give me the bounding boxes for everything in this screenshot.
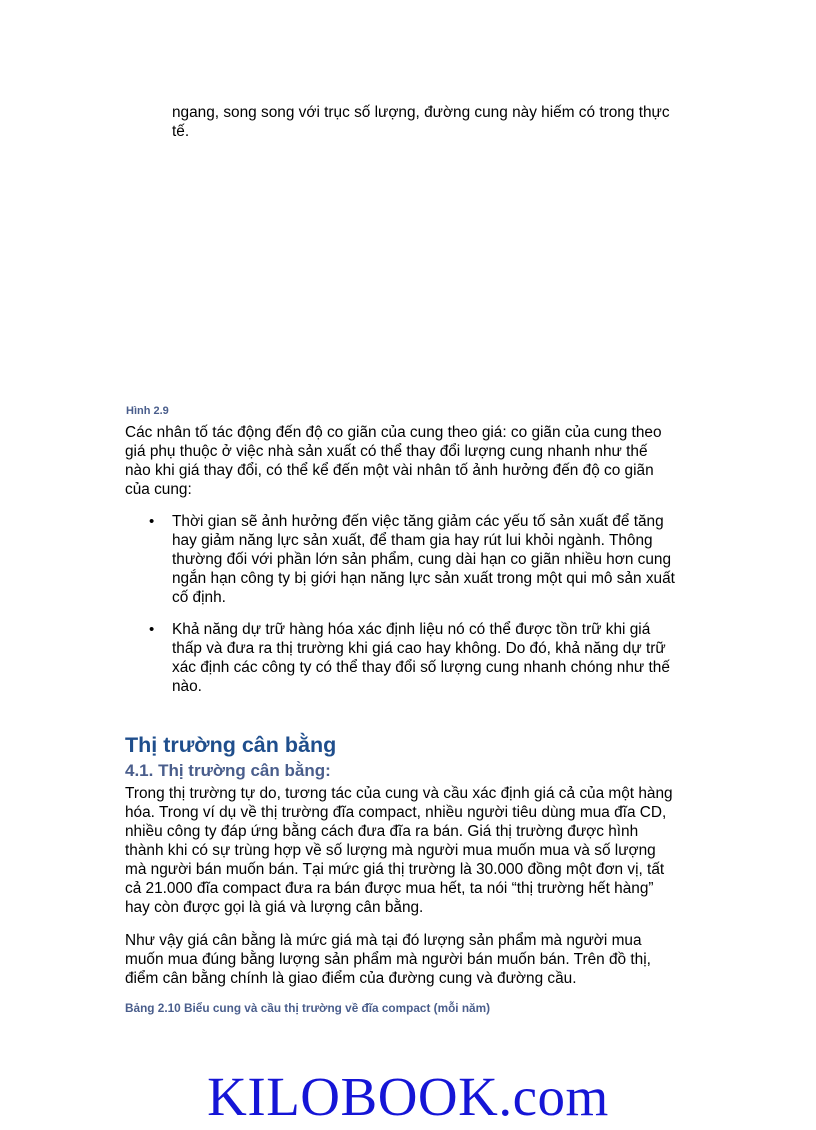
bullet-text: Khả năng dự trữ hàng hóa xác định liệu nó có thể được tồn trữ khi giá thấp và đưa ra thị trường khi giá cao hay không. Do đó, khả năng dự trữ xác định các công ty có thể thay đổi số lượng cung nhanh chóng như thế nào. [172,621,670,695]
bullet-item-storage [125,620,715,696]
bullet-marker: • [149,513,155,530]
bullet-marker: • [149,621,155,638]
bullet-text: Thời gian sẽ ảnh hưởng đến việc tăng giảm các yếu tố sản xuất để tăng hay giảm năng lực sản xuất, để tham gia hay rút lui khỏi ngành. Thông thường đối với phần lớn sản phẩm, cung dài hạn co giãn nhiều hơn cung ngắn hạn công ty bị giới hạn năng lực sản xuất trong một qui mô sản xuất cố định. [172,513,675,606]
table-caption: Bảng 2.10 Biểu cung và cầu thị trường về đĩa compact (mỗi năm) [125,1001,491,1015]
market-paragraph: Trong thị trường tự do, tương tác của cung và cầu xác định giá cả của một hàng hóa. Trong ví dụ về thị trường đĩa compact, nhiều người tiêu dùng mua đĩa CD, nhiều công ty đáp ứng bằng cách đưa đĩa ra bán. Giá thị trường được hình thành khi có sự trùng hợp về số lượng mà người mua muốn mua và số lượng mà người bán muốn bán. Tại mức giá thị trường là 30.000 đồng một đơn vị, tất cả 21.000 đĩa compact đưa ra bán được mua hết, ta nói “thị trường hết hàng” hay còn được gọi là giá và lượng cân bằng. [125,785,673,916]
bullet-item-time [125,512,715,607]
equilibrium-paragraph: Như vậy giá cân bằng là mức giá mà tại đó lượng sản phẩm mà người mua muốn mua đúng bằng lượng sản phẩm mà người bán muốn bán. Trên đồ thị, điểm cân bằng chính là giao điểm của đường cung và đường cầu. [125,932,651,987]
factor-bullet-list [125,512,715,709]
continuation-paragraph: ngang, song song với trục số lượng, đường cung này hiếm có trong thực tế. [172,104,670,140]
intro-paragraph: Các nhân tố tác động đến độ co giãn của cung theo giá: co giãn của cung theo giá phụ thuộc ở việc nhà sản xuất có thể thay đổi lượng cung nhanh như thế nào khi giá thay đổi, có thể kể đến một vài nhân tố ảnh hưởng đến độ co giãn của cung: [125,424,662,498]
subsection-heading: 4.1. Thị trường cân bằng: [125,761,331,780]
section-heading: Thị trường cân bằng [125,733,337,757]
figure-label: Hình 2.9 [126,405,169,417]
watermark-logo: KILOBOOK.com [207,1066,609,1127]
